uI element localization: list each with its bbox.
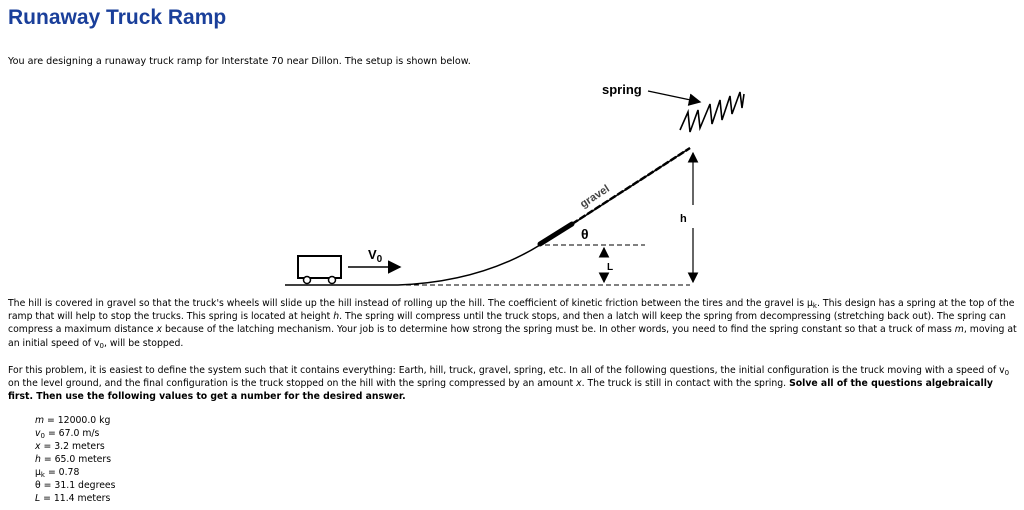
given-values bbox=[35, 414, 115, 505]
gravel-layer bbox=[540, 224, 572, 244]
value-h: h = 65.0 meters bbox=[35, 454, 112, 465]
theta-label: θ bbox=[581, 226, 589, 242]
truck bbox=[298, 256, 341, 284]
hill-curve bbox=[398, 148, 690, 285]
L-label: L bbox=[607, 262, 614, 273]
spring-label: spring bbox=[602, 82, 642, 97]
value-mu: $\mu_k = 0.78$ bbox=[35, 467, 80, 479]
value-mass: m = 12000.0 kg bbox=[35, 415, 111, 426]
spring bbox=[680, 92, 744, 132]
value-v0: $v_0 = 67.0$ m/s bbox=[35, 428, 100, 440]
instructions-paragraph: For this problem, it is easiest to define the system such that it contains everything: Earth, hill, truck, gravel, spring, etc. In all of the following questions, the initial configuration is the truck moving with a speed of $v_0$ on the level ground, and the final configuration is the truck stopped on the hill with the spring compressed by an amount x. The truck is still in contact with the spring. Solve all of the questions algebraically first. Then use the following values to get a number for the desired answer. bbox=[8, 365, 1010, 403]
intro-text: You are designing a runaway truck ramp for Interstate 70 near Dillon. The setup is shown below. bbox=[8, 56, 471, 67]
description-paragraph: The hill is covered in gravel so that the truck's wheels will slide up the hill instead of rolling up the hill. The coefficient of kinetic friction between the tires and the gravel is $\mu_k$. This design has a spring at the top of the ramp that will help to stop the trucks. This spring is located at height h. The spring will compress until the truck stops, and then a latch will keep the spring from decompressing (stretching back out). The spring can compress a maximum distance x because of the latching mechanism. Your job is to determine how strong the spring must be. In other words, you need to find the spring constant so that a truck of mass m, moving at an initial speed of $v_0$, will be stopped. bbox=[8, 298, 1017, 350]
page-title: Runaway Truck Ramp bbox=[8, 6, 227, 29]
value-L: L = 11.4 meters bbox=[35, 493, 111, 504]
gravel-label: gravel bbox=[578, 182, 612, 211]
h-label: h bbox=[680, 213, 687, 225]
value-theta: θ = 31.1 degrees bbox=[35, 480, 116, 491]
spring-arrow bbox=[648, 91, 700, 102]
velocity-label: $V_0$ bbox=[368, 247, 383, 265]
value-x: x = 3.2 meters bbox=[35, 441, 105, 452]
